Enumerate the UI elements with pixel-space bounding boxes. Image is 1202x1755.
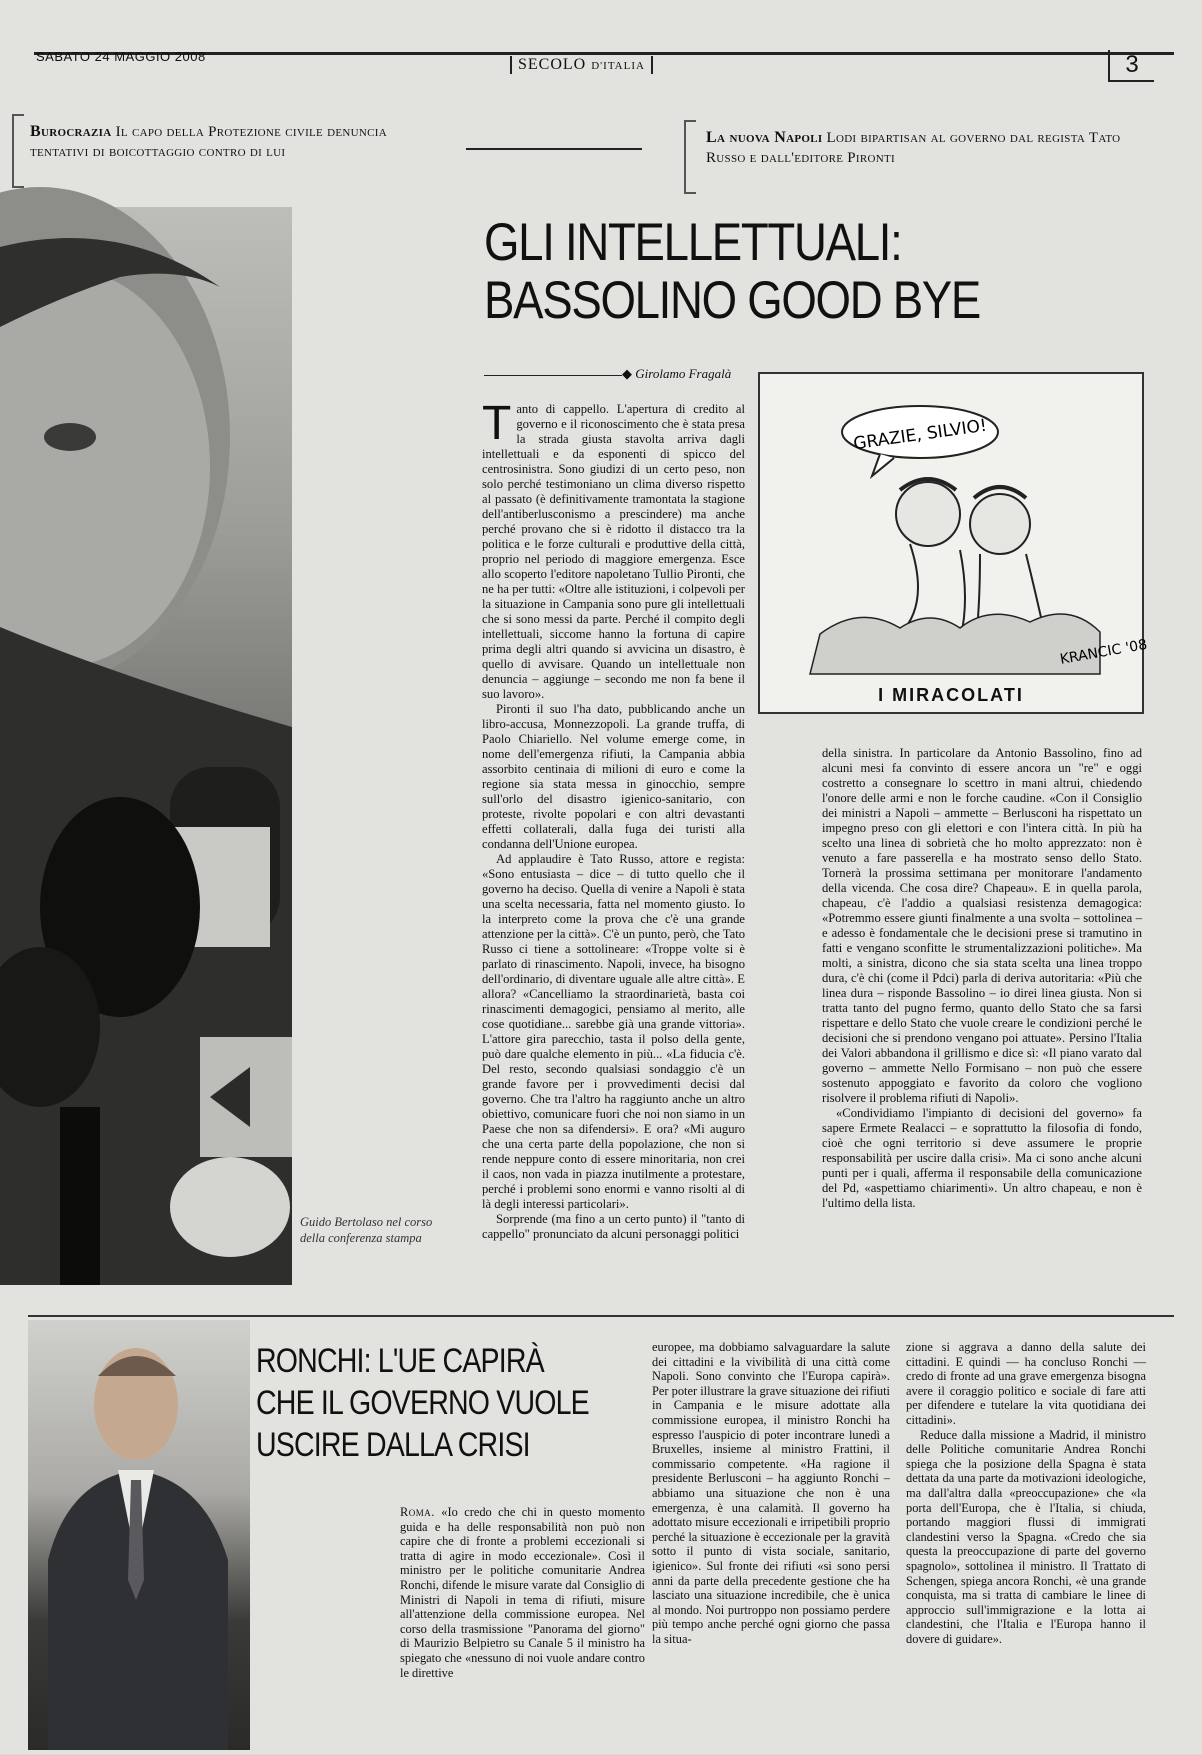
cartoon	[758, 372, 1149, 714]
headline-line-2: CHE IL GOVERNO VUOLE	[256, 1384, 589, 1422]
cartoon-drawing	[760, 374, 1149, 674]
kicker-left-tag: Burocrazia	[30, 123, 112, 140]
article-paragraph: zione si aggrava a danno della salute dei cittadini. E quindi — ha concluso Ronchi — credo di fronte ad una grave emergenza bisogna avere il coraggio politico e sociale di fare atti per difendere e tutelare la vita quotidiana dei cittadini».	[906, 1340, 1146, 1427]
headline-line-1: GLI INTELLETTUALI:	[484, 213, 902, 272]
article-paragraph: europee, ma dobbiamo salvaguardare la salute dei cittadini e la vivibilità di una città come Napoli. Sono convinto che l'Europa capirà». Per poter illustrare la grave situazione dei rifiuti in Campania e le misure adottate alla commissione europea, il ministro Ronchi ha espresso l'auspicio di poter incontrare lunedì a Bruxelles, insieme al ministro Frattini, il commissario competente. «Ha ragione il presidente Berlusconi – ha aggiunto Ronchi – abbiamo una situazione che non è una emergenza, è una calamità. Il governo ha adottato misure eccezionali e irripetibili proprio perché la situazione è eccezionale per la gravità sotto il punto di vista sociale, sanitario, igienico». Sul fronte dei rifiuti «si sono persi anni da parte della precedente gestione che ha lasciato una situazione incredibile, che è unica al mondo. Noi purtroppo non possiamo perdere più tempo anche perché ogni giorno che passa la situa-	[652, 1340, 890, 1646]
masthead	[510, 56, 653, 74]
kicker-right-text: Lodi bipartisan al governo dal regista Tato Russo e dall'editore Pironti	[706, 130, 1121, 166]
article-paragraph: Reduce dalla missione a Madrid, il ministro delle Politiche comunitarie Andrea Ronchi spiega che la posizione della Spagna è stata dettata da una parte da motivazioni ideologiche, ma dall'altra dalla «preoccupazione» che «la porta dell'Europa, che è l'Italia, si chiuda, portando maggiori flussi di immigrati clandestini verso la Spagna. «Credo che sia questa la preoccupazione di parte del governo spagnolo», sottolinea il ministro. Il Trattato di Schengen, spiega ancora Ronchi, «è una grande conquista, ma si tratta di cambiare le linee di approccio sull'immigrazione e la lotta ai clandestini, che l'Italia e l'Europa hanno il dovere di guidare».	[906, 1427, 1146, 1646]
article-paragraph: Tanto di cappello. L'apertura di credito al governo e il riconoscimento che è stata presa la strada giusta stavolta arriva dagli intellettuali e da esponenti di spicco del centrosinistra. Sono giudizi di un certo peso, non solo perché testimoniano un clima diverso rispetto al passato (è definitivamente tramontata la stagione dell'antiberlusconismo a prescindere) ma anche perché provano che si è ridotto il distacco tra la politica e le forze culturali e produttive della città, proprio nel periodo di maggiore emergenza. Esce allo scoperto l'editore napoletano Tullio Pironti, che ne ha per tutti: «Oltre alle istituzioni, i colpevoli per la situazione in Campania sono pure gli intellettuali che si sono messi da parte. Perché il compito degli intellettuali, siccome hanno la fortuna di capire prima degli altri quando si avvicina un disastro, è quello di avvisare. Quando un intellettuale non denuncia – aggiunge – secondo me non fa bene il suo lavoro».	[482, 397, 745, 701]
kicker-left-text: Il capo della Protezione civile denuncia tentativi di boicottaggio contro di lui	[30, 124, 387, 160]
kicker-bracket-right	[684, 120, 696, 194]
cartoon-speech: GRAZIE, SILVIO!	[852, 415, 989, 455]
byline-author: Girolamo Fragalà	[635, 366, 732, 381]
photo-illustration	[0, 207, 292, 1285]
article-paragraph: «Condividiamo l'impianto di decisioni del governo» fa sapere Ermete Realacci – e soprattutto la filosofia di fondo, cioè che ogni territorio si deve assumere le proprie responsabilità per uscire dalla crisi». Ma ci sono anche alcuni punti per i quali, afferma il responsabile della comunicazione del Pd, «aspettiamo chiarimenti». Un altro chapeau, e non è l'ultimo della lista.	[822, 1106, 1142, 1210]
page-number: 3	[1108, 50, 1154, 82]
section-divider	[28, 1315, 1174, 1317]
dateline: Roma.	[400, 1505, 435, 1519]
byline-rule	[484, 375, 622, 376]
second-headline	[256, 1340, 589, 1466]
kicker-right	[706, 128, 1136, 168]
headline-line-2: BASSOLINO GOOD BYE	[484, 271, 981, 330]
second-article-col-3	[906, 1340, 1146, 1646]
article-paragraph: Sorprende (ma fino a un certo punto) il "tanto di cappello" pronunciato da alcuni personaggi politici	[482, 1212, 745, 1241]
second-article-col-1	[400, 1505, 645, 1680]
ronchi-photo	[28, 1320, 250, 1750]
article-paragraph: della sinistra. In particolare da Antonio Bassolino, fino ad alcuni mesi fa convinto di essere ancora un "re" e oggi costretto a consegnare lo scettro in mani altrui, chiedendo l'onore delle armi e non le forche caudine. «Con il Consiglio dei ministri a Napoli – ammette – Berlusconi ha rispettato un impegno preso con gli elettori e con l'intera città. In più ha scelto una linea di sobrietà che ho molto apprezzato: non è venuto a fare passerella e ha mostrato senso dello Stato. Tornerà la prossima settimana per monitorare l'andamento della vicenda. Che cosa dire? Chapeau». E in quella parola, chapeau, c'è l'addio a qualsiasi resistenza demagogica: «Potremmo essere giunti finalmente a una svolta – sottolinea – e adesso è fondamentale che le decisioni prese si tramutino in fatti e vengano sconfitte le strumentalizzazioni politiche». Ma molti, a sinistra, dicono che sia stata scelta una linea troppo dura, c'è chi (come il Pdci) parla di deriva autoritaria: «Più che linea dura – risponde Bassolino – io direi linea giusta. Non si tratta tanto del pugno fermo, quanto dello Stato che sa farsi rispettare e dello Stato che vuole creare le condizioni perché le decisioni che si prendono vengano poi attuate». Persino l'Italia dei Valori abbandona il grillismo e dice sì: «Il piano varato dal governo – ammette Nello Formisano – non può che essere sostenuto appoggiato e favorito da coloro che vogliono risolvere il problema rifiuti di Napoli».	[822, 746, 1142, 1105]
cartoon-signature: KRANCIC '08	[1058, 636, 1149, 668]
headline-line-1: RONCHI: L'UE CAPIRÀ	[256, 1342, 544, 1380]
masthead-title: SECOLO	[518, 56, 587, 73]
article-paragraph: Ad applaudire è Tato Russo, attore e regista: «Sono entusiasta – dice – di tutto quello che il governo ha deciso. Quella di venire a Napoli è stata una scelta necessaria, fatta nel momento giusto. Io la interpreto come la prova che c'è una grande attenzione per la città». C'è un punto, però, che Tato Russo ci tiene a sottolineare: «Troppe volte si è parlato di rinascimento. Napoli, invece, ha bisogno dell'ordinario, di diventare uguale alle altre città». E allora? «Cancelliamo la straordinarietà, basta coi rinascimenti demagogici, pensiamo al merito, alle cose quotidiane... sarebbe già una grande vittoria». L'attore gira parecchio, tasta il polso della gente, può dare qualche elemento in più... «La fiducia c'è. Del resto, secondo qualsiasi sondaggio c'è un grande favore per i provvedimenti decisi dal governo. Che tra l'altro ha raggiunto anche un altro obiettivo, comunicare fuori che noi non siamo in un Paese che non sa difendersi». E ora? «Mi auguro che una certa parte della popolazione, che non si rende neppure conto di essere minoritaria, non crei il caos, non vada in piazza inutilmente a protestare, perché i problemi sono enormi e vanno risolti al di là degli interessi particolari».	[482, 852, 745, 1211]
kicker-divider	[466, 148, 642, 150]
headline-line-3: USCIRE DALLA CRISI	[256, 1426, 530, 1464]
kicker-left	[30, 122, 430, 162]
masthead-suffix: D'ITALIA	[591, 60, 645, 72]
main-article-col-2	[822, 746, 1142, 1211]
bertolaso-photo	[0, 207, 292, 1285]
article-paragraph: Roma. «Io credo che chi in questo momento guida e ha delle responsabilità non può non capire che di fronte a problemi eccezionali si tratta di agire in modo eccezionale». Così il ministro per le politiche comunitarie Andrea Ronchi, difende le misure varate dal Consiglio di Ministri di Napoli in tema di rifiuti, misure all'attenzione della commissione europea. Nel corso della trasmissione "Panorama del giorno" di Maurizio Belpietro su Canale 5 il ministro ha spiegato che «nessuno di noi vuole andare contro le direttive	[400, 1505, 645, 1680]
photo-illustration	[28, 1320, 250, 1750]
main-article-col-1	[482, 397, 745, 1242]
kicker-bracket-left	[12, 114, 24, 188]
cartoon-caption: I MIRACOLATI	[878, 685, 1024, 705]
byline: ◆ Girolamo Fragalà	[622, 366, 732, 381]
main-headline	[484, 214, 980, 330]
kicker-right-tag: La nuova Napoli	[706, 129, 823, 146]
second-article-col-2	[652, 1340, 890, 1646]
issue-date: SABATO 24 MAGGIO 2008	[36, 49, 206, 64]
photo-caption: Guido Bertolaso nel corso della conferenza stampa	[300, 1215, 433, 1245]
drop-cap: T	[482, 397, 512, 450]
article-paragraph: Pironti il suo l'ha dato, pubblicando anche un libro-accusa, Monnezzopoli. La grande truffa, di Paolo Chiariello. Nel volume emerge come, in nome dell'emergenza rifiuti, la Campania abbia assorbito centinaia di milioni di euro e come la regione sia stata messa in ginocchio, sempre sull'orlo del disastro igienico-sanitario, con proteste, rivolte popolari e con altri devastanti effetti collaterali, dalla fuga dei turisti alla condanna dell'Unione europea.	[482, 702, 745, 851]
